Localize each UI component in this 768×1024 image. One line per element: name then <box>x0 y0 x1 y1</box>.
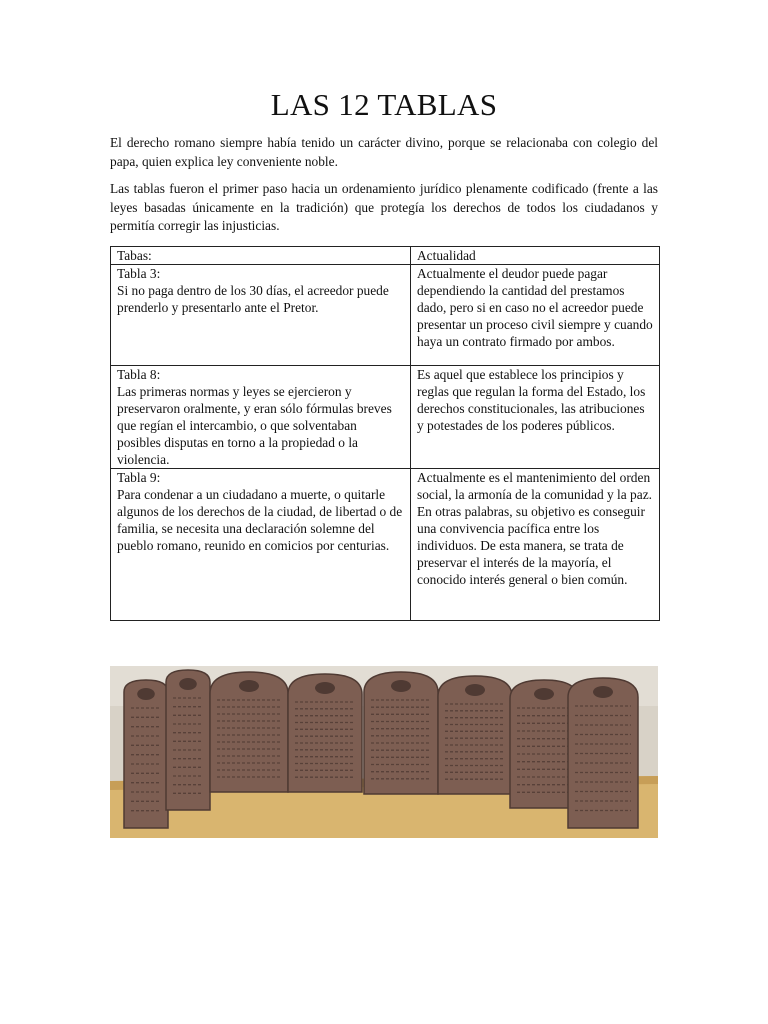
table-row <box>111 469 660 621</box>
table-header-row <box>111 247 660 265</box>
tablet-emblem <box>137 688 155 700</box>
intro-paragraph: El derecho romano siempre había tenido un carácter divino, porque se relacionaba con colegio del papa, quien explica ley conveniente noble. <box>110 135 658 169</box>
row-label: Tabla 8: <box>117 367 161 382</box>
tablet-emblem <box>534 688 554 700</box>
table-cell-ancient <box>111 265 411 366</box>
row-ancient-text: Si no paga dentro de los 30 días, el acreedor puede prenderlo y presentarlo ante el Pretor. <box>117 283 389 315</box>
tablets-photo <box>110 666 658 838</box>
row-label: Tabla 9: <box>117 470 161 485</box>
table-cell-modern: Es aquel que establece los principios y reglas que regulan la forma del Estado, los derechos constitucionales, las atribuciones y potestades de los poderes públicos. <box>411 366 660 469</box>
tablet-replica <box>124 680 168 828</box>
tablet-emblem <box>391 680 411 692</box>
tablets-photo-illustration <box>110 666 658 838</box>
comparison-table <box>110 246 660 621</box>
row-ancient-text: Para condenar a un ciudadano a muerte, o quitarle algunos de los derechos de la ciudad, de libertad o de familia, se necesita una declaración solemne del pueblo romano, reunido en comicios por centurias. <box>117 487 403 553</box>
row-ancient-text: Las primeras normas y leyes se ejercieron y preservaron oralmente, y eran sólo fórmulas breves que regían el intercambio, o que solventaban posibles disputas en torno a la propiedad o la violencia. <box>117 384 392 467</box>
table-cell-modern: Actualmente es el mantenimiento del orden social, la armonía de la comunidad y la paz. En otras palabras, su objetivo es conseguir una convivencia pacífica entre los individuos. De esta manera, se trata de preservar el interés de la mayoría, el conocido interés general o bien común. <box>411 469 660 621</box>
tablet-emblem <box>179 678 197 690</box>
table-row <box>111 366 660 469</box>
row-label: Tabla 3: <box>117 266 161 281</box>
table-row <box>111 265 660 366</box>
tablas-paragraph: Las tablas fueron el primer paso hacia un ordenamiento jurídico plenamente codificado (frente a las leyes basadas únicamente en la tradición) que protegía los derechos de todos los ciudadanos y permitía corregir las injusticias. <box>110 181 658 233</box>
header-tabas: Tabas: <box>111 247 411 265</box>
table-cell-modern: Actualmente el deudor puede pagar dependiendo la cantidad del prestamos dado, pero si en caso no el acreedor puede presentar un proceso civil siempre y cuando haya un contrato firmado por ambos. <box>411 265 660 366</box>
page-title: LAS 12 TABLAS <box>270 87 498 122</box>
header-actualidad: Actualidad <box>411 247 660 265</box>
table-cell-ancient <box>111 469 411 621</box>
tablet-replica <box>166 670 210 810</box>
tablet-emblem <box>315 682 335 694</box>
tablet-emblem <box>593 686 613 698</box>
table-cell-ancient <box>111 366 411 469</box>
tablet-emblem <box>239 680 259 692</box>
tablet-emblem <box>465 684 485 696</box>
